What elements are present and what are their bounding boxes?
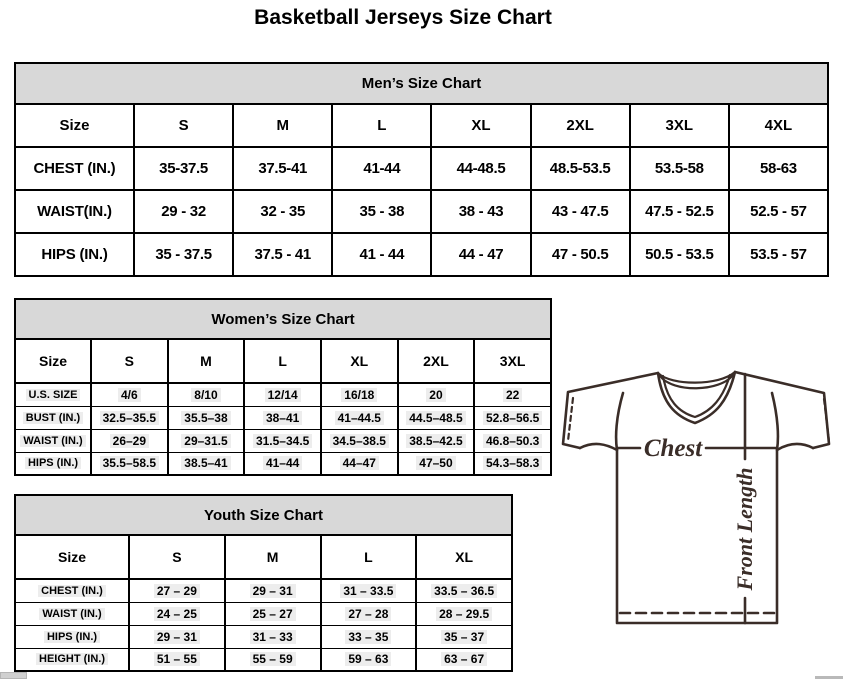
highlighted-text: HIPS (IN.) — [25, 457, 81, 469]
highlighted-text: 41–44.5 — [335, 411, 384, 425]
highlighted-text: 16/18 — [341, 388, 377, 402]
highlighted-text: 28 – 29.5 — [436, 607, 492, 621]
highlighted-text: 38.5–41 — [181, 456, 230, 470]
value-cell: 47.5 - 52.5 — [630, 190, 729, 233]
value-cell — [321, 429, 398, 452]
highlighted-text: 12/14 — [265, 388, 301, 402]
highlighted-text: 29 – 31 — [154, 630, 200, 644]
value-cell — [398, 452, 475, 475]
value-cell — [398, 383, 475, 406]
value-cell: 53.5 - 57 — [729, 233, 828, 276]
value-cell: 41 - 44 — [332, 233, 431, 276]
value-cell: 41-44 — [332, 147, 431, 190]
value-cell — [91, 383, 168, 406]
value-cell — [474, 429, 551, 452]
highlighted-text: 24 – 25 — [154, 607, 200, 621]
highlighted-text: 31 – 33.5 — [340, 584, 396, 598]
value-cell: 35-37.5 — [134, 147, 233, 190]
value-cell — [244, 406, 321, 429]
highlighted-text: 27 – 28 — [345, 607, 391, 621]
value-cell: 44 - 47 — [431, 233, 530, 276]
value-cell — [321, 625, 417, 648]
value-cell — [225, 602, 321, 625]
womens-size-table — [14, 298, 552, 476]
highlighted-text: 29 – 31 — [250, 584, 296, 598]
highlighted-text: WAIST (IN.) — [20, 435, 85, 447]
highlighted-text: WAIST (IN.) — [39, 608, 104, 620]
highlighted-text: 29–31.5 — [181, 434, 230, 448]
value-cell — [244, 452, 321, 475]
table-row — [15, 648, 512, 671]
value-cell: 37.5-41 — [233, 147, 332, 190]
table-row — [15, 233, 828, 276]
highlighted-text: U.S. SIZE — [26, 389, 81, 401]
value-cell — [321, 579, 417, 602]
highlighted-text: 35.5–58.5 — [100, 456, 159, 470]
highlighted-text: HEIGHT (IN.) — [36, 653, 108, 665]
value-cell: 58-63 — [729, 147, 828, 190]
value-cell: 47 - 50.5 — [531, 233, 630, 276]
highlighted-text: 38–41 — [263, 411, 302, 425]
column-header-cell: 2XL — [531, 104, 630, 147]
value-cell — [416, 602, 512, 625]
column-header-cell: L — [244, 339, 321, 383]
highlighted-text: 35.5–38 — [181, 411, 230, 425]
highlighted-text: 33 – 35 — [345, 630, 391, 644]
row-label-cell — [15, 383, 91, 406]
table-title-cell: Men’s Size Chart — [15, 63, 828, 104]
value-cell — [321, 406, 398, 429]
row-label-cell — [15, 648, 129, 671]
column-header-cell: L — [321, 535, 417, 579]
value-cell — [91, 452, 168, 475]
row-label-cell — [15, 406, 91, 429]
highlighted-text: 63 – 67 — [441, 652, 487, 666]
table-row — [15, 429, 551, 452]
column-header-cell: M — [168, 339, 245, 383]
table-row — [15, 625, 512, 648]
highlighted-text: 33.5 – 36.5 — [431, 584, 497, 598]
value-cell — [129, 579, 225, 602]
column-header-cell: XL — [321, 339, 398, 383]
jersey-outline — [563, 372, 829, 623]
value-cell: 50.5 - 53.5 — [630, 233, 729, 276]
highlighted-text: 22 — [503, 388, 522, 402]
table-row — [15, 190, 828, 233]
value-cell — [244, 383, 321, 406]
horizontal-scrollbar-fragment-left[interactable] — [0, 672, 27, 679]
table-row — [15, 602, 512, 625]
value-cell — [244, 429, 321, 452]
highlighted-text: 27 – 29 — [154, 584, 200, 598]
table-title-cell: Women’s Size Chart — [15, 299, 551, 339]
column-header-cell: Size — [15, 535, 129, 579]
highlighted-text: 31.5–34.5 — [253, 434, 312, 448]
column-header-cell: S — [91, 339, 168, 383]
left-cuff-dashed-line — [568, 398, 573, 441]
value-cell — [416, 648, 512, 671]
column-header-cell: S — [134, 104, 233, 147]
value-cell — [129, 648, 225, 671]
row-label-cell — [15, 625, 129, 648]
row-label-cell — [15, 602, 129, 625]
row-label-cell — [15, 579, 129, 602]
highlighted-text: 20 — [426, 388, 445, 402]
table-row — [15, 383, 551, 406]
value-cell — [225, 648, 321, 671]
page-title: Basketball Jerseys Size Chart — [254, 6, 552, 29]
table-row — [15, 579, 512, 602]
highlighted-text: 55 – 59 — [250, 652, 296, 666]
row-label-cell: WAIST(IN.) — [15, 190, 134, 233]
highlighted-text: 47–50 — [416, 456, 455, 470]
value-cell — [474, 406, 551, 429]
column-header-cell: XL — [416, 535, 512, 579]
table-row — [15, 147, 828, 190]
value-cell — [416, 625, 512, 648]
highlighted-text: 35 – 37 — [441, 630, 487, 644]
row-label-cell: CHEST (IN.) — [15, 147, 134, 190]
youth-size-table — [14, 494, 513, 672]
highlighted-text: 25 – 27 — [250, 607, 296, 621]
column-header-cell: M — [233, 104, 332, 147]
value-cell — [321, 648, 417, 671]
value-cell — [474, 383, 551, 406]
value-cell — [474, 452, 551, 475]
row-label-cell — [15, 452, 91, 475]
highlighted-text: 46.8–50.3 — [483, 434, 542, 448]
value-cell — [398, 406, 475, 429]
value-cell — [168, 452, 245, 475]
value-cell: 44-48.5 — [431, 147, 530, 190]
highlighted-text: 4/6 — [118, 388, 141, 402]
column-header-cell: Size — [15, 104, 134, 147]
jersey-measurement-diagram — [556, 362, 842, 634]
value-cell — [129, 625, 225, 648]
value-cell — [91, 429, 168, 452]
value-cell: 35 - 37.5 — [134, 233, 233, 276]
highlighted-text: HIPS (IN.) — [44, 631, 100, 643]
value-cell: 43 - 47.5 — [531, 190, 630, 233]
highlighted-text: 8/10 — [191, 388, 220, 402]
highlighted-text: 44.5–48.5 — [406, 411, 465, 425]
column-header-cell: 3XL — [474, 339, 551, 383]
value-cell — [168, 429, 245, 452]
column-header-cell: 3XL — [630, 104, 729, 147]
value-cell — [398, 429, 475, 452]
mens-size-table — [14, 62, 829, 277]
column-header-cell: 2XL — [398, 339, 475, 383]
value-cell — [168, 383, 245, 406]
value-cell: 52.5 - 57 — [729, 190, 828, 233]
value-cell — [321, 383, 398, 406]
table-row — [15, 406, 551, 429]
row-label-cell — [15, 429, 91, 452]
value-cell: 32 - 35 — [233, 190, 332, 233]
highlighted-text: 41–44 — [263, 456, 302, 470]
value-cell — [225, 579, 321, 602]
value-cell — [225, 625, 321, 648]
column-header-cell: 4XL — [729, 104, 828, 147]
highlighted-text: 59 – 63 — [345, 652, 391, 666]
table-row — [15, 452, 551, 475]
value-cell — [168, 406, 245, 429]
column-header-cell: Size — [15, 339, 91, 383]
value-cell: 53.5-58 — [630, 147, 729, 190]
column-header-cell: M — [225, 535, 321, 579]
highlighted-text: BUST (IN.) — [23, 412, 83, 424]
value-cell: 29 - 32 — [134, 190, 233, 233]
value-cell — [321, 452, 398, 475]
value-cell: 38 - 43 — [431, 190, 530, 233]
value-cell: 48.5-53.5 — [531, 147, 630, 190]
table-title-cell: Youth Size Chart — [15, 495, 512, 535]
column-header-cell: S — [129, 535, 225, 579]
highlighted-text: 34.5–38.5 — [330, 434, 389, 448]
highlighted-text: 38.5–42.5 — [406, 434, 465, 448]
highlighted-text: CHEST (IN.) — [38, 585, 106, 597]
highlighted-text: 26–29 — [110, 434, 149, 448]
row-label-cell: HIPS (IN.) — [15, 233, 134, 276]
highlighted-text: 44–47 — [340, 456, 379, 470]
value-cell — [321, 602, 417, 625]
column-header-cell: XL — [431, 104, 530, 147]
highlighted-text: 54.3–58.3 — [483, 456, 542, 470]
highlighted-text: 52.8–56.5 — [483, 411, 542, 425]
value-cell — [91, 406, 168, 429]
highlighted-text: 51 – 55 — [154, 652, 200, 666]
chest-label: Chest — [643, 435, 703, 462]
highlighted-text: 31 – 33 — [250, 630, 296, 644]
front-length-label: Front Length — [732, 467, 757, 591]
column-header-cell: L — [332, 104, 431, 147]
value-cell — [129, 602, 225, 625]
value-cell — [416, 579, 512, 602]
highlighted-text: 32.5–35.5 — [100, 411, 159, 425]
value-cell: 35 - 38 — [332, 190, 431, 233]
value-cell: 37.5 - 41 — [233, 233, 332, 276]
